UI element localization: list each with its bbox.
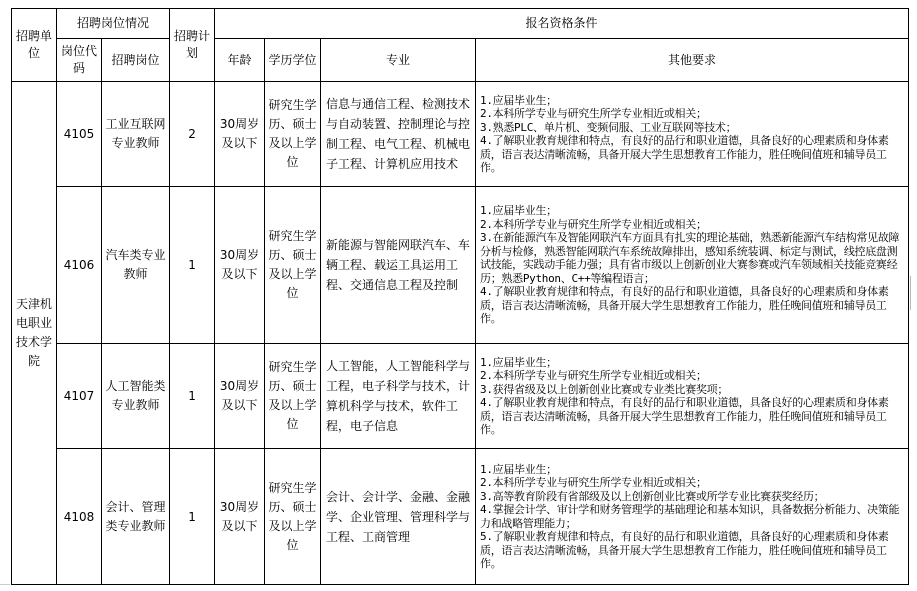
unit-name: 天津机电职业技术学院 <box>12 82 57 585</box>
requirement-item: 1.应届毕业生； <box>480 93 557 107</box>
position-code: 4107 <box>57 344 102 449</box>
header-edu: 学历学位 <box>265 39 321 82</box>
header-position: 招聘岗位 <box>102 39 170 82</box>
header-qualification: 报名资格条件 <box>215 9 909 39</box>
position-name: 会计、管理类专业教师 <box>102 449 170 585</box>
position-name: 汽车类专业教师 <box>102 187 170 344</box>
position-name: 工业互联网专业教师 <box>102 82 170 187</box>
major-requirement: 信息与通信工程、检测技术与自动装置、控制理论与控制工程、电气工程、机械电子工程、计算机应用技术 <box>321 82 476 187</box>
major-requirement: 新能源与智能网联汽车、车辆工程、载运工具运用工程、交通信息工程及控制 <box>321 187 476 344</box>
age-requirement: 30周岁及以下 <box>215 187 265 344</box>
table-row <box>12 82 909 187</box>
header-plan: 招聘计划 <box>170 9 215 82</box>
position-name: 人工智能类专业教师 <box>102 344 170 449</box>
requirement-item: 3.熟悉PLC、单片机、变频伺服、工业互联网等技术； <box>480 120 737 134</box>
position-code: 4105 <box>57 82 102 187</box>
requirement-item: 1.应届毕业生； <box>480 355 557 369</box>
requirement-item: 2.本科所学专业与研究生所学专业相近或相关； <box>480 217 707 231</box>
plan-count: 1 <box>170 344 215 449</box>
page-corner-mark <box>0 584 10 591</box>
header-code: 岗位代码 <box>57 39 102 82</box>
requirement-item: 1.应届毕业生； <box>480 204 557 218</box>
requirement-item: 4.了解职业教育规律和特点，有良好的品行和职业道德，具备良好的心理素质和身体素质，语言表达清晰流畅，具备开展大学生思想教育工作能力，胜任晚间值班和辅导员工作。 <box>480 285 889 326</box>
header-age: 年龄 <box>215 39 265 82</box>
age-requirement: 30周岁及以下 <box>215 82 265 187</box>
requirement-item: 3.在新能源汽车及智能网联汽车方面具有扎实的理论基础，熟悉新能源汽车结构常见故障分析与检修，熟悉智能网联汽车系统故障排出，感知系统装调、标定与测试，线控底盘测试技能，实践动手能力强；具有省市级以上创新创业大赛参赛或汽车领域相关技能竞赛经历；熟悉Python、C++等编程语言； <box>480 231 900 285</box>
plan-count: 1 <box>170 187 215 344</box>
table-row <box>12 449 909 585</box>
requirement-item: 4.了解职业教育规律和特点，有良好的品行和职业道德，具备良好的心理素质和身体素质，语言表达清晰流畅，具备开展大学生思想教育工作能力，胜任晚间值班和辅导员工作。 <box>480 134 889 174</box>
requirement-item: 1.应届毕业生； <box>480 462 557 476</box>
other-requirements <box>476 82 909 187</box>
header-position-info: 招聘岗位情况 <box>57 9 170 39</box>
requirement-item: 3.高等教育阶段有省部级及以上创新创业比赛或所学专业比赛获奖经历； <box>480 489 825 503</box>
education-requirement: 研究生学历、硕士及以上学位 <box>265 82 321 187</box>
age-requirement: 30周岁及以下 <box>215 344 265 449</box>
plan-count: 1 <box>170 449 215 585</box>
position-code: 4108 <box>57 449 102 585</box>
major-requirement: 人工智能，人工智能科学与工程，电子科学与技术，计算机科学与技术，软件工程，电子信息 <box>321 344 476 449</box>
requirement-item: 4.掌握会计学、审计学和财务管理学的基础理论和基本知识，具备数据分析能力、决策能力和战略管理能力； <box>480 503 900 530</box>
education-requirement: 研究生学历、硕士及以上学位 <box>265 344 321 449</box>
table-row <box>12 344 909 449</box>
header-unit: 招聘单位 <box>12 9 57 82</box>
requirement-item: 4.了解职业教育规律和特点，有良好的品行和职业道德，具备良好的心理素质和身体素质，语言表达清晰流畅，具备开展大学生思想教育工作能力，胜任晚间值班和辅导员工作。 <box>480 396 889 436</box>
table-row <box>12 187 909 344</box>
header-other: 其他要求 <box>476 39 909 82</box>
requirement-item: 2.本科所学专业与研究生所学专业相近或相关； <box>480 107 707 120</box>
recruitment-table <box>11 8 909 585</box>
other-requirements <box>476 449 909 585</box>
requirement-item: 3.获得省级及以上创新创业比赛或专业类比赛奖项； <box>480 382 729 396</box>
header-major: 专业 <box>321 39 476 82</box>
requirement-item: 2.本科所学专业与研究生所学专业相近或相关； <box>480 369 707 382</box>
age-requirement: 30周岁及以下 <box>215 449 265 585</box>
other-requirements <box>476 187 909 344</box>
position-code: 4106 <box>57 187 102 344</box>
plan-count: 2 <box>170 82 215 187</box>
requirement-item: 2.本科所学专业与研究生所学专业相近或相关； <box>480 476 707 489</box>
major-requirement: 会计、会计学、金融、金融学、企业管理、管理科学与工程、工商管理 <box>321 449 476 585</box>
education-requirement: 研究生学历、硕士及以上学位 <box>265 449 321 585</box>
other-requirements <box>476 344 909 449</box>
scroll-edge-marker <box>910 276 917 310</box>
requirement-item: 5.了解职业教育规律和特点，有良好的品行和职业道德，具备良好的心理素质和身体素质，语言表达清晰流畅，具备开展大学生思想教育工作能力，胜任晚间值班和辅导员工作。 <box>480 530 889 570</box>
education-requirement: 研究生学历、硕士及以上学位 <box>265 187 321 344</box>
